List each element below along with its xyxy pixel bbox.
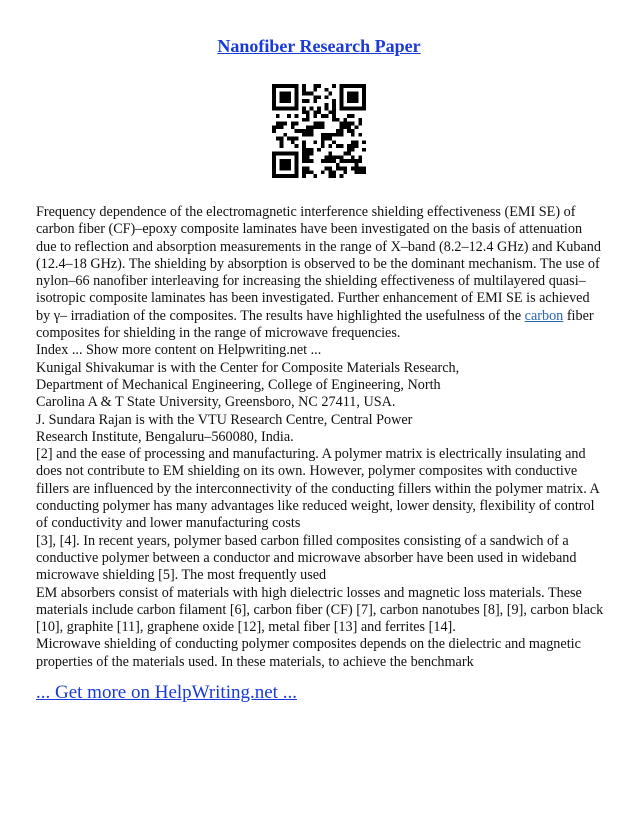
body-paragraph: EM absorbers consist of materials with high dielectric losses and magnetic loss materials. These materials include carbon filament [6], carbon fiber (CF) [7], carbon nanotubes [8], [9], carbon black [10], graphite [11], graphene oxide [12], metal fiber [13] and ferrites [14]. — [36, 584, 604, 636]
author-line: Research Institute, Bengaluru–560080, India. — [36, 428, 294, 445]
abstract-text-start: Frequency dependence of the electromagnetic interference shielding effectiveness (EMI SE) of carbon fiber (CF)–epoxy composite laminates have been investigated on the basis of attenuation due to reflection and absorption measurements in the range of X–band (8.2–12.4 GHz) and Kuband (12.4–18 GHz). The shielding by absorption is observed to be the dominant mechanism. The use of nylon–66 nanofiber interleaving for increasing the shielding effectiveness of multilayered quasi–isotropic composite laminates has been investigated. Further enhancement of EMI SE is achieved by γ– irradiation of the composites. The results have highlighted the usefulness of the — [36, 204, 601, 324]
qr-code-icon — [272, 84, 366, 178]
author-line: J. Sundara Rajan is with the VTU Research Centre, Central Power — [36, 411, 413, 428]
author-line: Kunigal Shivakumar is with the Center for Composite Materials Research, — [36, 359, 460, 376]
document-title-link[interactable]: Nanofiber Research Paper — [217, 36, 421, 56]
carbon-link[interactable]: carbon — [524, 307, 564, 324]
body-paragraph: Microwave shielding of conducting polymer composites depends on the dielectric and magnetic properties of the materials used. In these materials, to achieve the benchmark — [36, 636, 581, 670]
document-body — [36, 204, 606, 671]
get-more-link[interactable]: ... Get more on HelpWriting.net ... — [36, 682, 297, 703]
author-line: Department of Mechanical Engineering, College of Engineering, North — [36, 376, 441, 393]
body-paragraph: [3], [4]. In recent years, polymer based carbon filled composites consisting of a sandwich of a conductive polymer between a conductor and microwave absorber have been used in wideband microwave shielding [5]. The most frequently used — [36, 532, 577, 584]
author-line: Carolina A & T State University, Greensboro, NC 27411, USA. — [36, 394, 396, 411]
body-paragraph: [2] and the ease of processing and manufacturing. A polymer matrix is electrically insulating and does not contribute to EM shielding on its own. However, polymer composites with conductive fillers are influenced by the interconnectivity of the conducting fillers within the polymer matrix. A conducting polymer has many advantages like reduced weight, lower density, flexibility of control of conductivity and lower manufacturing costs — [36, 446, 600, 532]
abstract-paragraph — [36, 204, 606, 342]
index-line: Index ... Show more content on Helpwriting.net ... — [36, 342, 322, 359]
abstract-text-end: fiber composites for shielding in the range of microwave frequencies. — [36, 307, 594, 342]
